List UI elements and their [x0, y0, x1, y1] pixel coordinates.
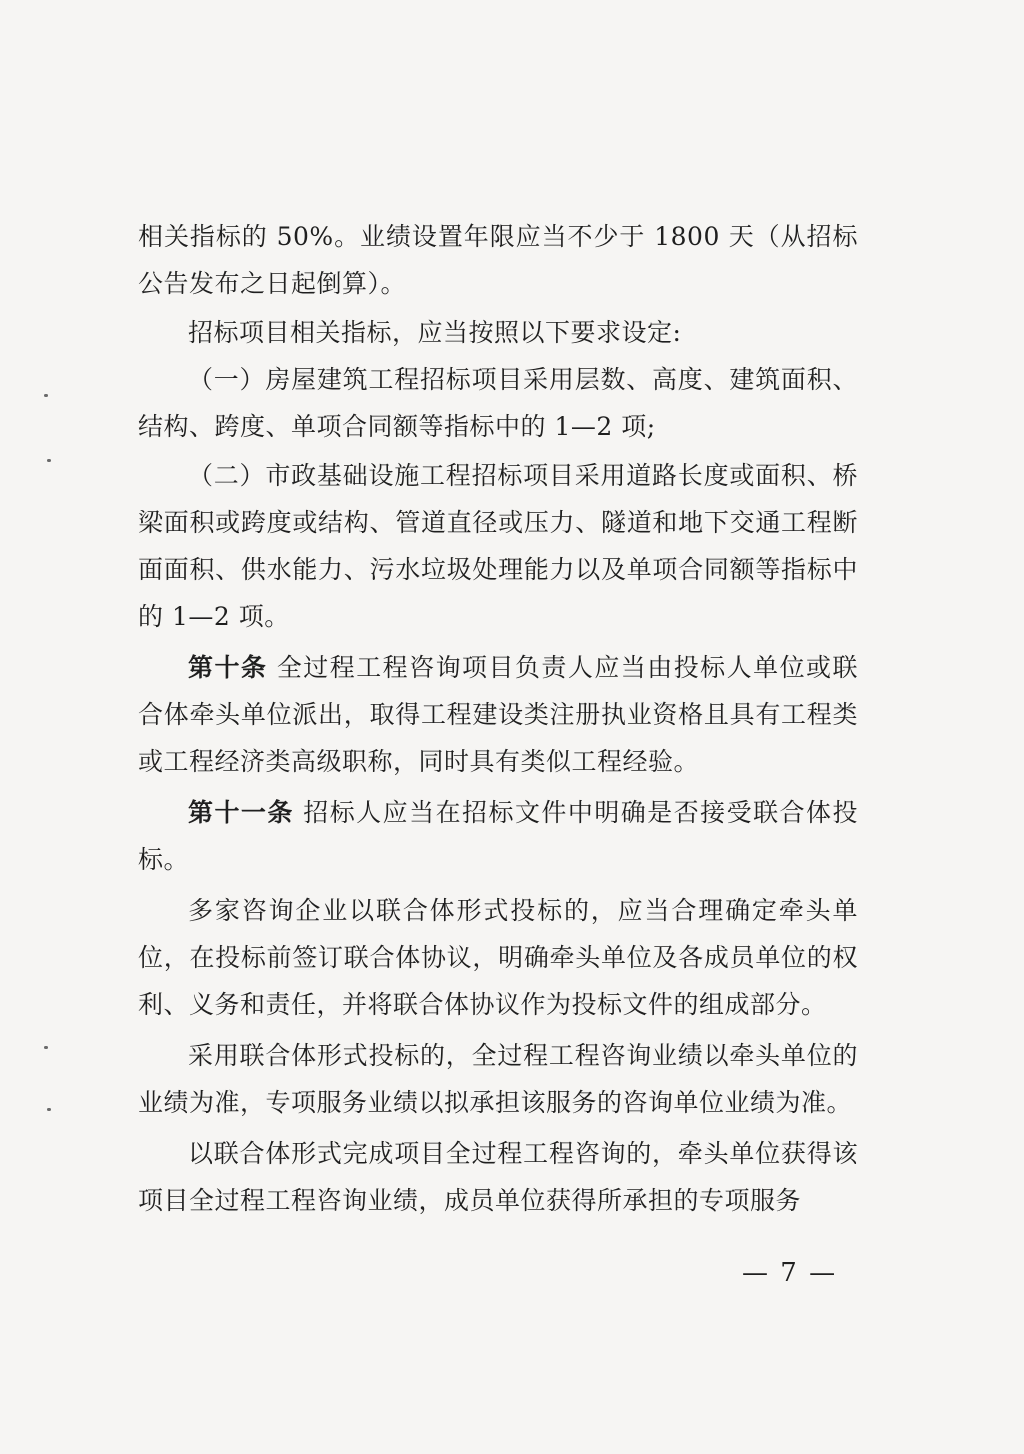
paragraph-text: （二）市政基础设施工程招标项目采用道路长度或面积、桥梁面积或跨度或结构、管道直径或压力、隧道和地下交通工程断面面积、供水能力、污水垃圾处理能力以及单项合同额等指标中的 1—2 项。	[138, 461, 858, 631]
paragraph	[138, 1130, 858, 1224]
scan-speck	[44, 394, 48, 397]
article-heading: 第十一条	[188, 798, 294, 827]
paragraph	[138, 1032, 858, 1126]
paragraph-text: 招标人应当在招标文件中明确是否接受联合体投标。	[138, 798, 858, 874]
paragraph-text: 相关指标的 50%。业绩设置年限应当不少于 1800 天（从招标公告发布之日起倒算）。	[138, 222, 858, 298]
paragraph-text: （一）房屋建筑工程招标项目采用层数、高度、建筑面积、结构、跨度、单项合同额等指标中的 1—2 项;	[138, 365, 858, 441]
article-paragraph	[138, 644, 858, 785]
body-text	[138, 213, 858, 1224]
paragraph-text: 招标项目相关指标，应当按照以下要求设定:	[188, 318, 682, 347]
scan-speck	[47, 1108, 51, 1111]
paragraph-text: 采用联合体形式投标的，全过程工程咨询业绩以牵头单位的业绩为准，专项服务业绩以拟承担该服务的咨询单位业绩为准。	[138, 1041, 858, 1117]
paragraph-text: 以联合体形式完成项目全过程工程咨询的，牵头单位获得该项目全过程工程咨询业绩，成员单位获得所承担的专项服务	[138, 1139, 858, 1215]
paragraph-text: 多家咨询企业以联合体形式投标的，应当合理确定牵头单位，在投标前签订联合体协议，明确牵头单位及各成员单位的权利、义务和责任，并将联合体协议作为投标文件的组成部分。	[138, 896, 858, 1019]
scan-speck	[44, 1046, 48, 1049]
article-paragraph	[138, 789, 858, 883]
scan-speck	[47, 459, 51, 462]
paragraph	[138, 356, 858, 450]
page-number: — 7 —	[742, 1258, 838, 1288]
paragraph	[138, 309, 858, 356]
paragraph	[138, 213, 858, 307]
paragraph	[138, 452, 858, 640]
paragraph-text: 全过程工程咨询项目负责人应当由投标人单位或联合体牵头单位派出，取得工程建设类注册执业资格且具有工程类或工程经济类高级职称，同时具有类似工程经验。	[138, 653, 858, 776]
paragraph	[138, 887, 858, 1028]
article-heading: 第十条	[188, 653, 268, 682]
